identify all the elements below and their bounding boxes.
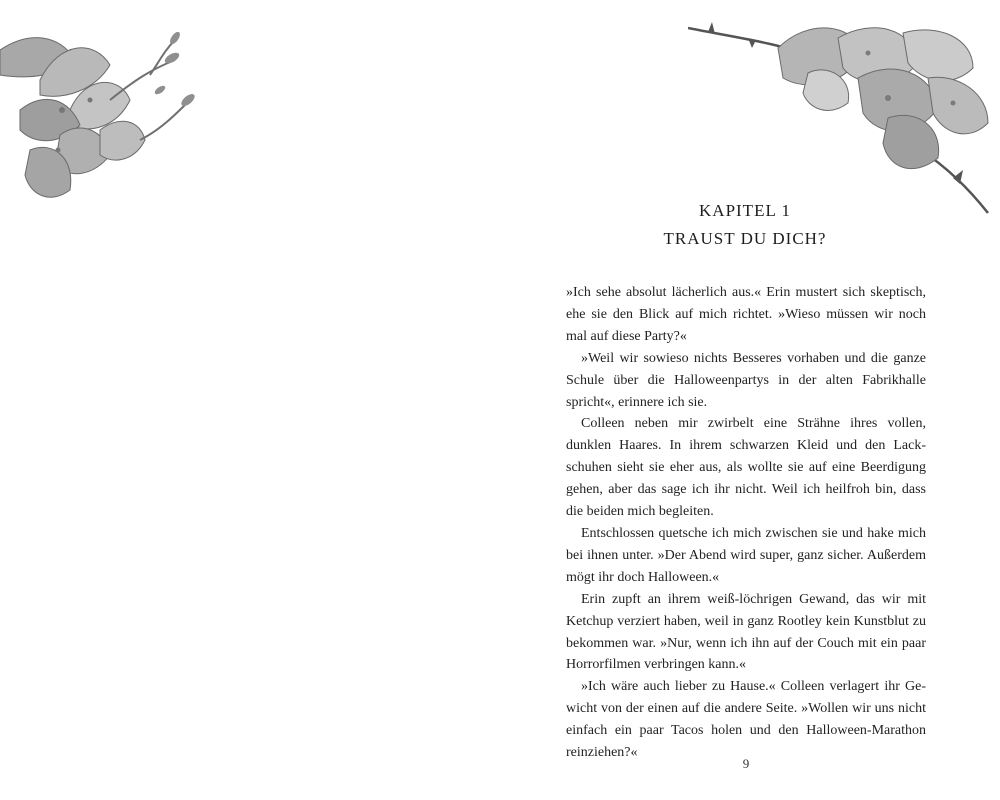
chapter-heading [560, 197, 930, 253]
chapter-body-text [566, 282, 926, 764]
flower-illustration-left [0, 20, 200, 220]
chapter-title: TRAUST DU DICH? [663, 229, 827, 248]
paragraph: »Weil wir sowieso nichts Besseres vorhaben und die ganze Schule über die Halloweenpartys in der alten Fabrikhalle spricht«, erinnere ich sie. [566, 350, 926, 410]
page-number: 9 [742, 756, 750, 771]
paragraph: »Ich wäre auch lieber zu Hause.« Colleen verlagert ihr Gewicht von der einen auf die andere Seite. »Wollen wir uns nicht einfach ein paar Tacos holen und den Halloween-Marathon reinziehen?« [566, 679, 926, 761]
paragraph: Entschlossen quetsche ich mich zwischen sie und hake mich bei ihnen unter. »Der Abend wird super, ganz sicher. Außerdem mögt ihr doch Halloween.« [566, 525, 926, 585]
paragraph: Erin zupft an ihrem weiß-löchrigen Gewand, das wir mit Ketchup verziert haben, weil in ganz Rootley kein Kunstblut zu bekommen war. »Nur, wenn ich ihn auf der Couch mit ein paar Horrorfilmen verbringen kann.« [566, 591, 926, 673]
chapter-number: KAPITEL 1 [699, 201, 791, 220]
paragraph: »Ich sehe absolut lächerlich aus.« Erin mustert sich skeptisch, ehe sie den Blick auf mich richtet. »Wieso müssen wir noch mal auf diese Party?« [566, 285, 926, 344]
paragraph: Colleen neben mir zwirbelt eine Strähne ihres vollen, dunklen Haares. In ihrem schwarzen Kleid und den Lackschuhen sieht sie eher aus, als wollte sie auf eine Beerdigung gehen, aber das sage ich ihr nicht. Weil ich heilfroh bin, dass die beiden mich begleiten. [566, 416, 926, 520]
